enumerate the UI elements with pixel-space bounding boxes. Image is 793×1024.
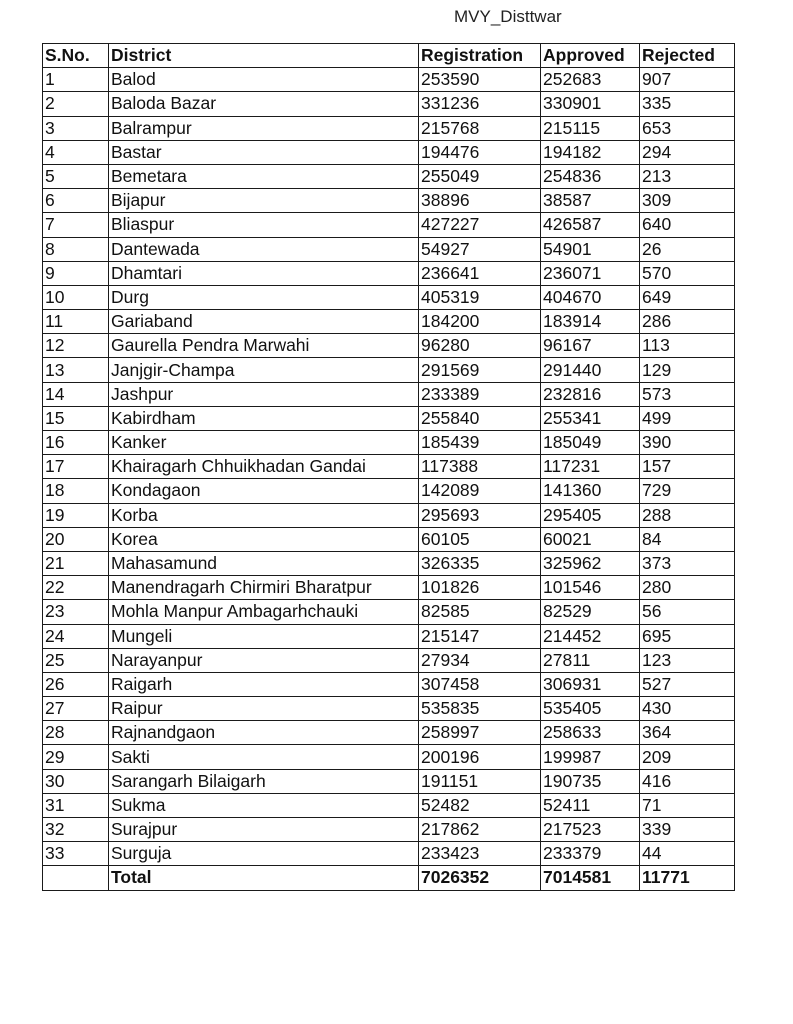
cell-rejected: 309 bbox=[640, 189, 735, 213]
cell-district: Manendragarh Chirmiri Bharatpur bbox=[109, 576, 419, 600]
cell-district: Balod bbox=[109, 68, 419, 92]
table-row bbox=[43, 116, 735, 140]
cell-rejected: 640 bbox=[640, 213, 735, 237]
cell-approved: 215115 bbox=[541, 116, 640, 140]
total-cell-rejected: 11771 bbox=[640, 866, 735, 890]
table-row bbox=[43, 842, 735, 866]
cell-district: Bliaspur bbox=[109, 213, 419, 237]
cell-registration: 101826 bbox=[419, 576, 541, 600]
cell-district: Dhamtari bbox=[109, 261, 419, 285]
cell-sno: 1 bbox=[43, 68, 109, 92]
table-row bbox=[43, 672, 735, 696]
cell-sno: 15 bbox=[43, 406, 109, 430]
cell-registration: 194476 bbox=[419, 140, 541, 164]
cell-sno: 3 bbox=[43, 116, 109, 140]
cell-registration: 27934 bbox=[419, 648, 541, 672]
cell-rejected: 907 bbox=[640, 68, 735, 92]
cell-sno: 9 bbox=[43, 261, 109, 285]
cell-district: Bemetara bbox=[109, 164, 419, 188]
cell-approved: 306931 bbox=[541, 672, 640, 696]
cell-district: Durg bbox=[109, 285, 419, 309]
cell-approved: 185049 bbox=[541, 431, 640, 455]
table-row bbox=[43, 551, 735, 575]
cell-rejected: 84 bbox=[640, 527, 735, 551]
cell-registration: 331236 bbox=[419, 92, 541, 116]
cell-registration: 215147 bbox=[419, 624, 541, 648]
table-row bbox=[43, 189, 735, 213]
cell-registration: 326335 bbox=[419, 551, 541, 575]
cell-rejected: 335 bbox=[640, 92, 735, 116]
cell-rejected: 209 bbox=[640, 745, 735, 769]
header-registration: Registration bbox=[419, 44, 541, 68]
cell-registration: 54927 bbox=[419, 237, 541, 261]
cell-district: Bijapur bbox=[109, 189, 419, 213]
cell-sno: 26 bbox=[43, 672, 109, 696]
cell-registration: 291569 bbox=[419, 358, 541, 382]
cell-approved: 426587 bbox=[541, 213, 640, 237]
cell-district: Gaurella Pendra Marwahi bbox=[109, 334, 419, 358]
cell-rejected: 288 bbox=[640, 503, 735, 527]
cell-district: Surguja bbox=[109, 842, 419, 866]
cell-sno: 4 bbox=[43, 140, 109, 164]
cell-registration: 60105 bbox=[419, 527, 541, 551]
table-row bbox=[43, 140, 735, 164]
cell-registration: 233423 bbox=[419, 842, 541, 866]
cell-sno: 22 bbox=[43, 576, 109, 600]
cell-registration: 405319 bbox=[419, 285, 541, 309]
cell-district: Surajpur bbox=[109, 818, 419, 842]
cell-sno: 18 bbox=[43, 479, 109, 503]
table-row bbox=[43, 697, 735, 721]
cell-district: Sakti bbox=[109, 745, 419, 769]
cell-registration: 535835 bbox=[419, 697, 541, 721]
cell-sno: 32 bbox=[43, 818, 109, 842]
header-rejected: Rejected bbox=[640, 44, 735, 68]
table-row bbox=[43, 745, 735, 769]
cell-registration: 185439 bbox=[419, 431, 541, 455]
cell-registration: 215768 bbox=[419, 116, 541, 140]
cell-rejected: 71 bbox=[640, 793, 735, 817]
cell-sno: 19 bbox=[43, 503, 109, 527]
cell-approved: 82529 bbox=[541, 600, 640, 624]
cell-registration: 96280 bbox=[419, 334, 541, 358]
header-row bbox=[43, 44, 735, 68]
cell-rejected: 44 bbox=[640, 842, 735, 866]
cell-sno: 20 bbox=[43, 527, 109, 551]
cell-registration: 184200 bbox=[419, 310, 541, 334]
cell-registration: 142089 bbox=[419, 479, 541, 503]
table-row bbox=[43, 600, 735, 624]
cell-registration: 236641 bbox=[419, 261, 541, 285]
cell-rejected: 56 bbox=[640, 600, 735, 624]
cell-registration: 295693 bbox=[419, 503, 541, 527]
cell-district: Korea bbox=[109, 527, 419, 551]
cell-rejected: 649 bbox=[640, 285, 735, 309]
cell-sno: 13 bbox=[43, 358, 109, 382]
table-row bbox=[43, 431, 735, 455]
cell-district: Narayanpur bbox=[109, 648, 419, 672]
cell-rejected: 123 bbox=[640, 648, 735, 672]
header-sno: S.No. bbox=[43, 44, 109, 68]
table-row bbox=[43, 503, 735, 527]
table-row bbox=[43, 527, 735, 551]
cell-sno: 21 bbox=[43, 551, 109, 575]
cell-district: Sukma bbox=[109, 793, 419, 817]
cell-registration: 191151 bbox=[419, 769, 541, 793]
cell-approved: 255341 bbox=[541, 406, 640, 430]
cell-rejected: 430 bbox=[640, 697, 735, 721]
cell-sno: 23 bbox=[43, 600, 109, 624]
district-table bbox=[42, 43, 735, 891]
cell-registration: 200196 bbox=[419, 745, 541, 769]
cell-sno: 25 bbox=[43, 648, 109, 672]
cell-sno: 12 bbox=[43, 334, 109, 358]
cell-sno: 27 bbox=[43, 697, 109, 721]
cell-registration: 258997 bbox=[419, 721, 541, 745]
cell-registration: 253590 bbox=[419, 68, 541, 92]
cell-district: Raigarh bbox=[109, 672, 419, 696]
total-row bbox=[43, 866, 735, 890]
cell-approved: 254836 bbox=[541, 164, 640, 188]
cell-district: Sarangarh Bilaigarh bbox=[109, 769, 419, 793]
cell-sno: 28 bbox=[43, 721, 109, 745]
table-row bbox=[43, 769, 735, 793]
table-row bbox=[43, 261, 735, 285]
cell-rejected: 286 bbox=[640, 310, 735, 334]
page-title: MVY_Disttwar bbox=[454, 7, 562, 26]
table-row bbox=[43, 285, 735, 309]
table-row bbox=[43, 818, 735, 842]
cell-rejected: 416 bbox=[640, 769, 735, 793]
cell-sno: 29 bbox=[43, 745, 109, 769]
cell-district: Baloda Bazar bbox=[109, 92, 419, 116]
cell-sno: 10 bbox=[43, 285, 109, 309]
cell-sno: 2 bbox=[43, 92, 109, 116]
total-cell-approved: 7014581 bbox=[541, 866, 640, 890]
cell-approved: 291440 bbox=[541, 358, 640, 382]
cell-district: Mohla Manpur Ambagarhchauki bbox=[109, 600, 419, 624]
cell-approved: 96167 bbox=[541, 334, 640, 358]
header-district: District bbox=[109, 44, 419, 68]
cell-registration: 427227 bbox=[419, 213, 541, 237]
table-row bbox=[43, 237, 735, 261]
table-row bbox=[43, 479, 735, 503]
table-row bbox=[43, 358, 735, 382]
cell-approved: 330901 bbox=[541, 92, 640, 116]
table-row bbox=[43, 213, 735, 237]
cell-registration: 255840 bbox=[419, 406, 541, 430]
cell-approved: 38587 bbox=[541, 189, 640, 213]
cell-approved: 199987 bbox=[541, 745, 640, 769]
cell-registration: 117388 bbox=[419, 455, 541, 479]
cell-sno: 17 bbox=[43, 455, 109, 479]
cell-approved: 52411 bbox=[541, 793, 640, 817]
cell-sno: 6 bbox=[43, 189, 109, 213]
cell-rejected: 280 bbox=[640, 576, 735, 600]
cell-rejected: 157 bbox=[640, 455, 735, 479]
cell-rejected: 129 bbox=[640, 358, 735, 382]
table-row bbox=[43, 576, 735, 600]
table-row bbox=[43, 721, 735, 745]
header-approved: Approved bbox=[541, 44, 640, 68]
total-cell-registration: 7026352 bbox=[419, 866, 541, 890]
table-row bbox=[43, 406, 735, 430]
cell-registration: 307458 bbox=[419, 672, 541, 696]
table-row bbox=[43, 382, 735, 406]
table-row bbox=[43, 624, 735, 648]
cell-rejected: 294 bbox=[640, 140, 735, 164]
cell-rejected: 364 bbox=[640, 721, 735, 745]
cell-approved: 54901 bbox=[541, 237, 640, 261]
cell-approved: 325962 bbox=[541, 551, 640, 575]
cell-district: Khairagarh Chhuikhadan Gandai bbox=[109, 455, 419, 479]
table-row bbox=[43, 648, 735, 672]
cell-rejected: 26 bbox=[640, 237, 735, 261]
table-row bbox=[43, 455, 735, 479]
cell-approved: 141360 bbox=[541, 479, 640, 503]
cell-approved: 258633 bbox=[541, 721, 640, 745]
cell-district: Dantewada bbox=[109, 237, 419, 261]
cell-approved: 194182 bbox=[541, 140, 640, 164]
cell-sno: 11 bbox=[43, 310, 109, 334]
cell-rejected: 213 bbox=[640, 164, 735, 188]
cell-sno: 8 bbox=[43, 237, 109, 261]
cell-district: Raipur bbox=[109, 697, 419, 721]
cell-approved: 190735 bbox=[541, 769, 640, 793]
cell-district: Jashpur bbox=[109, 382, 419, 406]
cell-sno: 14 bbox=[43, 382, 109, 406]
table-row bbox=[43, 310, 735, 334]
table-row bbox=[43, 92, 735, 116]
cell-registration: 217862 bbox=[419, 818, 541, 842]
cell-registration: 82585 bbox=[419, 600, 541, 624]
cell-registration: 52482 bbox=[419, 793, 541, 817]
cell-rejected: 373 bbox=[640, 551, 735, 575]
cell-approved: 232816 bbox=[541, 382, 640, 406]
cell-registration: 255049 bbox=[419, 164, 541, 188]
cell-approved: 236071 bbox=[541, 261, 640, 285]
cell-approved: 404670 bbox=[541, 285, 640, 309]
cell-rejected: 113 bbox=[640, 334, 735, 358]
total-cell-district: Total bbox=[109, 866, 419, 890]
cell-rejected: 339 bbox=[640, 818, 735, 842]
cell-district: Mahasamund bbox=[109, 551, 419, 575]
table-row bbox=[43, 164, 735, 188]
total-cell-sno bbox=[43, 866, 109, 890]
cell-district: Kabirdham bbox=[109, 406, 419, 430]
cell-rejected: 499 bbox=[640, 406, 735, 430]
cell-district: Korba bbox=[109, 503, 419, 527]
cell-district: Rajnandgaon bbox=[109, 721, 419, 745]
cell-approved: 60021 bbox=[541, 527, 640, 551]
cell-registration: 38896 bbox=[419, 189, 541, 213]
table-body bbox=[43, 68, 735, 890]
cell-rejected: 695 bbox=[640, 624, 735, 648]
cell-registration: 233389 bbox=[419, 382, 541, 406]
cell-sno: 24 bbox=[43, 624, 109, 648]
table-row bbox=[43, 68, 735, 92]
cell-approved: 217523 bbox=[541, 818, 640, 842]
cell-rejected: 573 bbox=[640, 382, 735, 406]
cell-district: Bastar bbox=[109, 140, 419, 164]
cell-district: Balrampur bbox=[109, 116, 419, 140]
cell-approved: 252683 bbox=[541, 68, 640, 92]
cell-rejected: 653 bbox=[640, 116, 735, 140]
cell-rejected: 570 bbox=[640, 261, 735, 285]
cell-sno: 16 bbox=[43, 431, 109, 455]
cell-district: Kanker bbox=[109, 431, 419, 455]
cell-sno: 31 bbox=[43, 793, 109, 817]
cell-approved: 233379 bbox=[541, 842, 640, 866]
cell-sno: 30 bbox=[43, 769, 109, 793]
cell-rejected: 729 bbox=[640, 479, 735, 503]
cell-district: Kondagaon bbox=[109, 479, 419, 503]
cell-rejected: 390 bbox=[640, 431, 735, 455]
cell-approved: 183914 bbox=[541, 310, 640, 334]
cell-sno: 5 bbox=[43, 164, 109, 188]
cell-rejected: 527 bbox=[640, 672, 735, 696]
cell-approved: 535405 bbox=[541, 697, 640, 721]
table-row bbox=[43, 793, 735, 817]
cell-approved: 295405 bbox=[541, 503, 640, 527]
cell-approved: 117231 bbox=[541, 455, 640, 479]
cell-approved: 214452 bbox=[541, 624, 640, 648]
cell-approved: 27811 bbox=[541, 648, 640, 672]
cell-district: Janjgir-Champa bbox=[109, 358, 419, 382]
cell-sno: 33 bbox=[43, 842, 109, 866]
cell-sno: 7 bbox=[43, 213, 109, 237]
cell-district: Gariaband bbox=[109, 310, 419, 334]
table-row bbox=[43, 334, 735, 358]
cell-district: Mungeli bbox=[109, 624, 419, 648]
cell-approved: 101546 bbox=[541, 576, 640, 600]
